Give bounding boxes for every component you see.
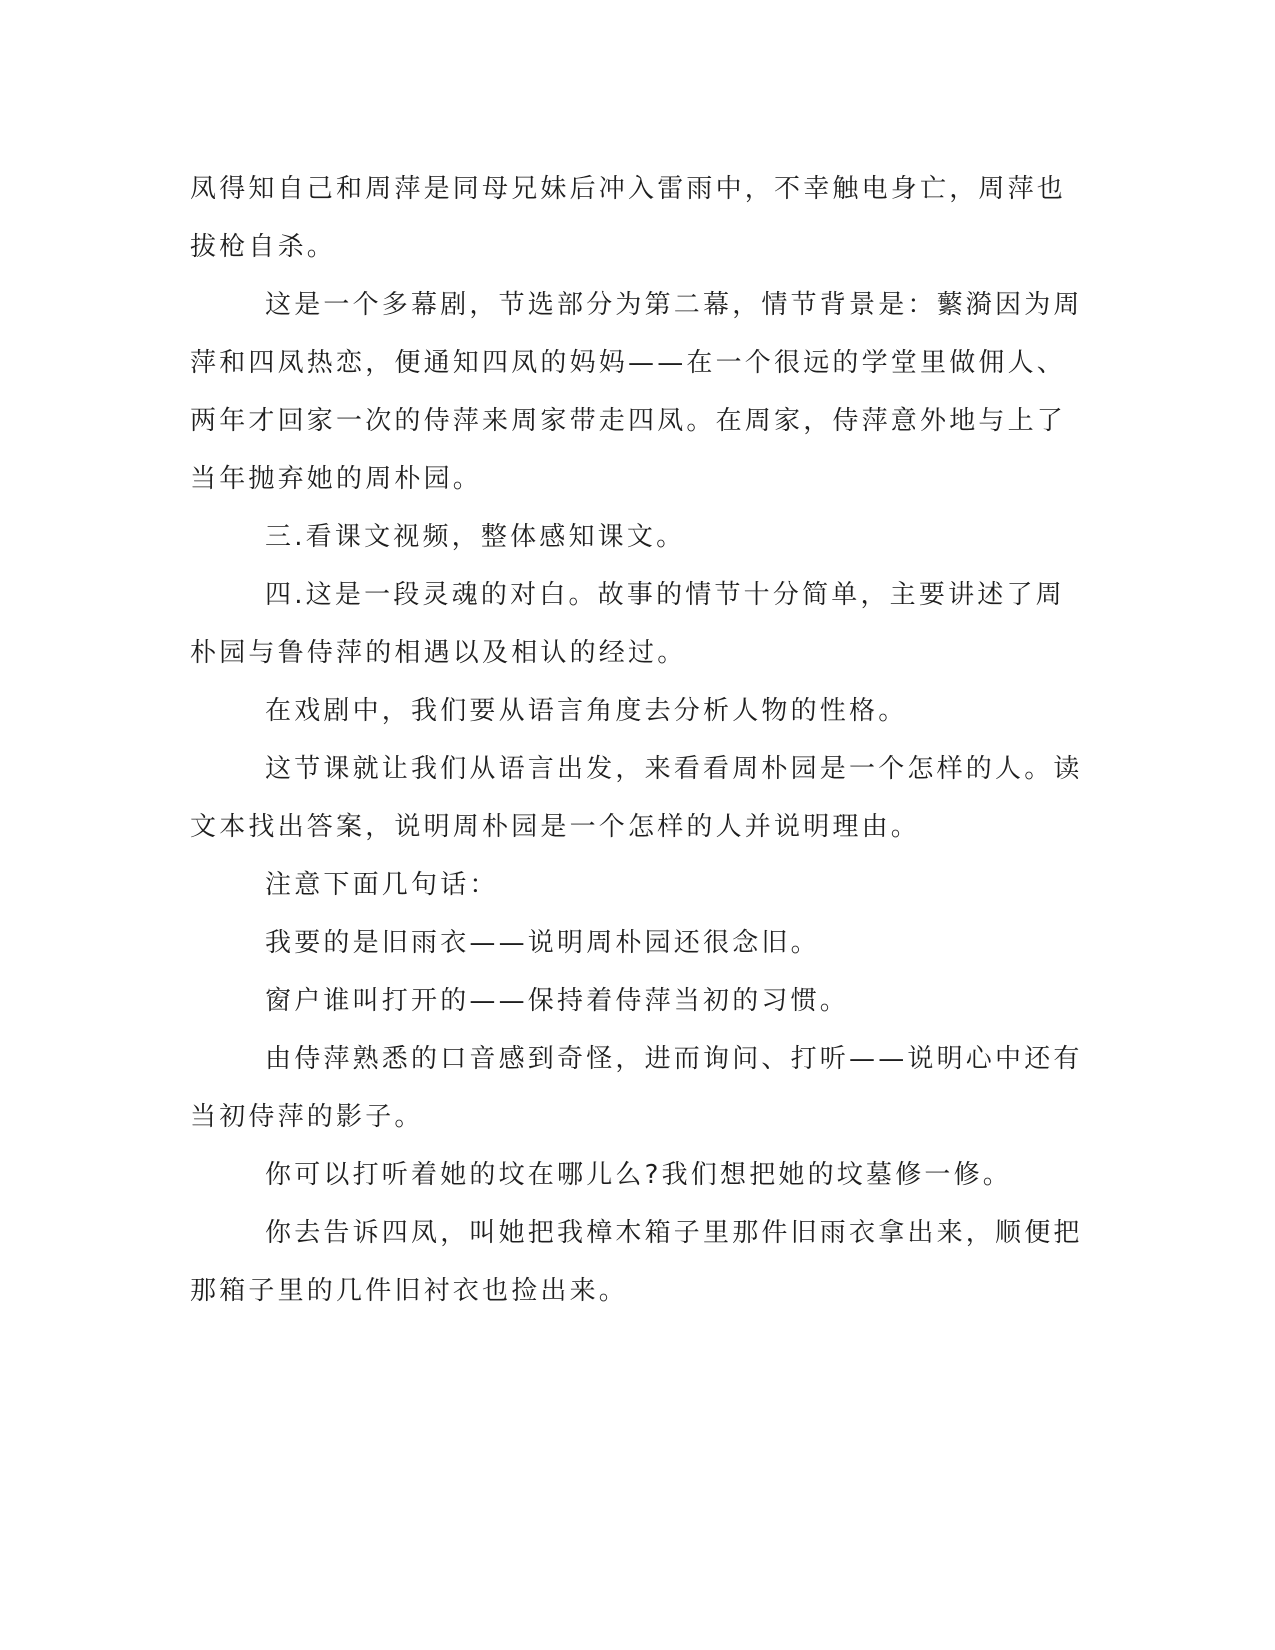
paragraph-quote-raincoat: 我要的是旧雨衣——说明周朴园还很念旧。 (265, 928, 820, 958)
paragraph-quote-accent: 由侍萍熟悉的口音感到奇怪，进而询问、打听——说明心中还有当初侍萍的影子。 (190, 1044, 1083, 1132)
paragraph-note-heading: 注意下面几句话： (265, 870, 499, 900)
document-body (190, 160, 1085, 1320)
paragraph-quote-grave: 你可以打听着她的坟在哪儿么?我们想把她的坟墓修一修。 (265, 1160, 1013, 1190)
paragraph-quote-window: 窗户谁叫打开的——保持着侍萍当初的习惯。 (265, 986, 850, 1016)
paragraph-language-analysis: 在戏剧中，我们要从语言角度去分析人物的性格。 (265, 696, 908, 726)
paragraph-section-four: 四.这是一段灵魂的对白。故事的情节十分简单，主要讲述了周朴园与鲁侍萍的相遇以及相认的经过。 (190, 580, 1065, 668)
paragraph-background: 这是一个多幕剧，节选部分为第二幕，情节背景是：蘩漪因为周萍和四凤热恋，便通知四凤的妈妈——在一个很远的学堂里做佣人、两年才回家一次的侍萍来周家带走四凤。在周家，侍萍意外地与上了当年抛弃她的周朴园。 (190, 290, 1083, 494)
paragraph-lesson-task: 这节课就让我们从语言出发，来看看周朴园是一个怎样的人。读文本找出答案，说明周朴园是一个怎样的人并说明理由。 (190, 754, 1083, 842)
paragraph-quote-camphor-box: 你去告诉四凤，叫她把我樟木箱子里那件旧雨衣拿出来，顺便把那箱子里的几件旧衬衣也捡出来。 (190, 1218, 1083, 1306)
paragraph-section-three: 三.看课文视频，整体感知课文。 (265, 522, 686, 552)
paragraph-continuation: 凤得知自己和周萍是同母兄妹后冲入雷雨中，不幸触电身亡，周萍也拔枪自杀。 (190, 174, 1067, 262)
